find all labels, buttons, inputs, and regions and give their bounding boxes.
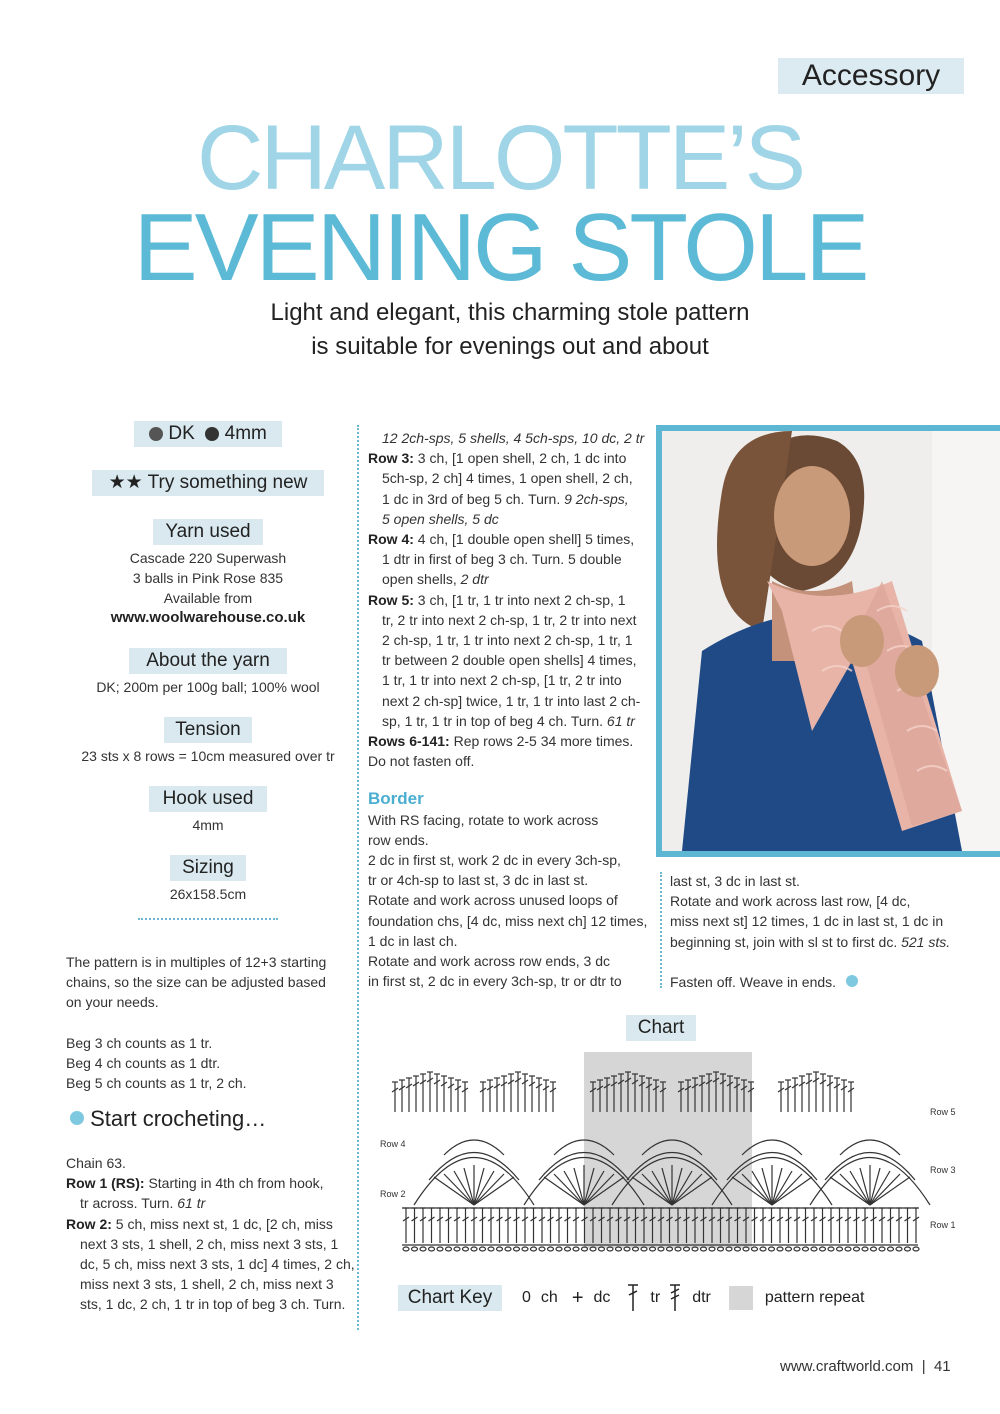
- chart-key: [398, 1283, 864, 1313]
- model-photo: [656, 425, 1000, 857]
- yarn-weight: DK: [168, 423, 195, 444]
- yarn-used-details: Cascade 220 Superwash 3 balls in Pink Rose 835 Available from www.woolwarehouse.co.uk: [60, 548, 356, 628]
- difficulty-badge: [92, 470, 324, 496]
- yarn-ball-icon: [149, 427, 163, 441]
- sizing-heading: Sizing: [170, 855, 246, 881]
- chart-row-label: Row 1: [930, 1220, 956, 1230]
- section-tag: Accessory: [778, 58, 964, 94]
- about-yarn-heading: About the yarn: [129, 648, 287, 674]
- chart-key-dc: dc: [593, 1289, 611, 1306]
- chart-key-tr: tr: [650, 1289, 661, 1306]
- column-divider: [357, 425, 359, 1330]
- difficulty-stars-icon: ★★: [108, 472, 143, 493]
- hook-used-heading: Hook used: [149, 786, 267, 812]
- difficulty-label: Try something new: [147, 472, 308, 493]
- chart-key-ch: ch: [540, 1289, 558, 1306]
- pattern-rows-3-5: 12 2ch-sps, 5 shells, 4 5ch-sps, 10 dc, 2 tr Row 3: 3 ch, [1 open shell, 2 ch, 1 dc into 5ch-sp, 2 ch] 4 times, 1 open shell, 2 ch, 1 dc in 3rd of beg 5 ch. Turn. 9 2ch-sps, 5 open shells, 5 dc Row 4: 4 ch, [1 double open shell] 5 times, 1 dtr in first of beg 3 ch. Turn. 5 double open shells, 2 dtr Row 5: 3 ch, [1 tr, 1 tr into next 2 ch-sp, 1 tr, 2 tr into next 2 ch-sp, 1 tr, 2 tr into next 2 ch-sp, 1 tr, 1 tr into next 2 ch-sp, 1 tr, 1 tr between 2 double open shells] 4 times, 1 tr, 1 tr into next 2 ch-sp, [1 tr, 2 tr into next 2 ch-sp] twice, 1 tr, 1 tr into last 2 ch- sp, 1 tr, 1 tr in top of beg 4 ch. Turn. 61 tr Rows 6-141: Rep rows 2-5 34 more times. Do not fasten off. Border With RS facing, rotate to work across row ends. 2 dc in first st, work 2 dc in every 3ch-sp, tr or 4ch-sp to last st, 3 dc in last st. Rotate and work across unused loops of foundation chs, [4 dc, miss next ch] 12 times, 1 dc in last ch. Rotate and work across row ends, 3 dc in first st, 2 dc in every 3ch-sp, tr or dtr to: [368, 428, 656, 991]
- footer-website[interactable]: www.craftworld.com: [780, 1358, 914, 1375]
- crochet-stitch-chart: [370, 1050, 970, 1260]
- yarn-ball-icon: [846, 975, 858, 987]
- tr-symbol-icon: [626, 1283, 640, 1313]
- subtitle: [180, 296, 840, 364]
- start-crocheting-heading: Start crocheting…: [70, 1106, 266, 1132]
- column-divider: [660, 872, 662, 988]
- pattern-repeat-swatch: [729, 1286, 753, 1310]
- tension-text: 23 sts x 8 rows = 10cm measured over tr: [81, 748, 335, 764]
- border-continued: last st, 3 dc in last st. Rotate and work across last row, [4 dc, miss next st] 12 times, 1 dc in last st, 1 dc in beginning st, join with sl st to first dc. 521 sts. Fasten off. Weave in ends.: [670, 873, 951, 990]
- chart-key-repeat: pattern repeat: [764, 1289, 865, 1306]
- hook-used-text: 4mm: [192, 817, 224, 833]
- tension-heading: Tension: [164, 717, 252, 743]
- chart-row-label: Row 4: [380, 1139, 406, 1149]
- page-title-line2: EVENING STOLE: [133, 194, 867, 301]
- subtitle-line1: Light and elegant, this charming stole pattern: [270, 299, 750, 326]
- chart-key-dtr: dtr: [692, 1289, 711, 1306]
- chart-key-heading: Chart Key: [398, 1285, 502, 1311]
- chart-row-label: Row 2: [380, 1189, 406, 1199]
- chart-heading: Chart: [626, 1015, 696, 1041]
- about-yarn-text: DK; 200m per 100g ball; 100% wool: [96, 679, 320, 695]
- yarn-ball-icon: [70, 1111, 84, 1125]
- supplier-link[interactable]: www.woolwarehouse.co.uk: [110, 609, 306, 626]
- woman-wearing-stole-illustration: [662, 431, 1000, 851]
- hook-icon: [205, 427, 219, 441]
- border-heading: Border: [368, 789, 424, 809]
- page-title-line1: CHARLOTTE’S: [197, 107, 803, 209]
- subtitle-line2: is suitable for evenings out and about: [311, 333, 709, 360]
- dtr-symbol-icon: [668, 1283, 682, 1313]
- pattern-notes: The pattern is in multiples of 12+3 starting chains, so the size can be adjusted based on your needs. Beg 3 ch counts as 1 tr. Beg 4 ch counts as 1 dtr. Beg 5 ch counts as 1 tr, 2 ch.: [66, 954, 327, 1092]
- dc-symbol-icon: +: [571, 1286, 584, 1309]
- pattern-rows-1-2: Chain 63. Row 1 (RS): Starting in 4th ch from hook, tr across. Turn. 61 tr Row 2: 5 ch, miss next st, 1 dc, [2 ch, miss next 3 sts, 1 shell, 2 ch, miss next 3 sts, 1 dc, 5 ch, miss next 3 sts, 1 dc] 4 times, 2 ch, miss next 3 sts, 1 shell, 2 ch, miss next 3 sts, 1 dc, 2 ch, 1 tr in top of beg 3 ch. Turn.: [66, 1155, 355, 1313]
- yarn-weight-hook-badge: [134, 421, 282, 447]
- chart-row-label: Row 3: [930, 1165, 956, 1175]
- divider: [138, 918, 278, 920]
- chart-row-label: Row 5: [930, 1107, 956, 1117]
- hook-size: 4mm: [224, 423, 267, 444]
- chain-symbol-icon: 0: [522, 1289, 531, 1306]
- page-footer: www.craftworld.com | 41: [780, 1358, 951, 1375]
- sizing-text: 26x158.5cm: [169, 886, 247, 902]
- yarn-used-heading: Yarn used: [153, 519, 263, 545]
- page-number: 41: [933, 1358, 951, 1375]
